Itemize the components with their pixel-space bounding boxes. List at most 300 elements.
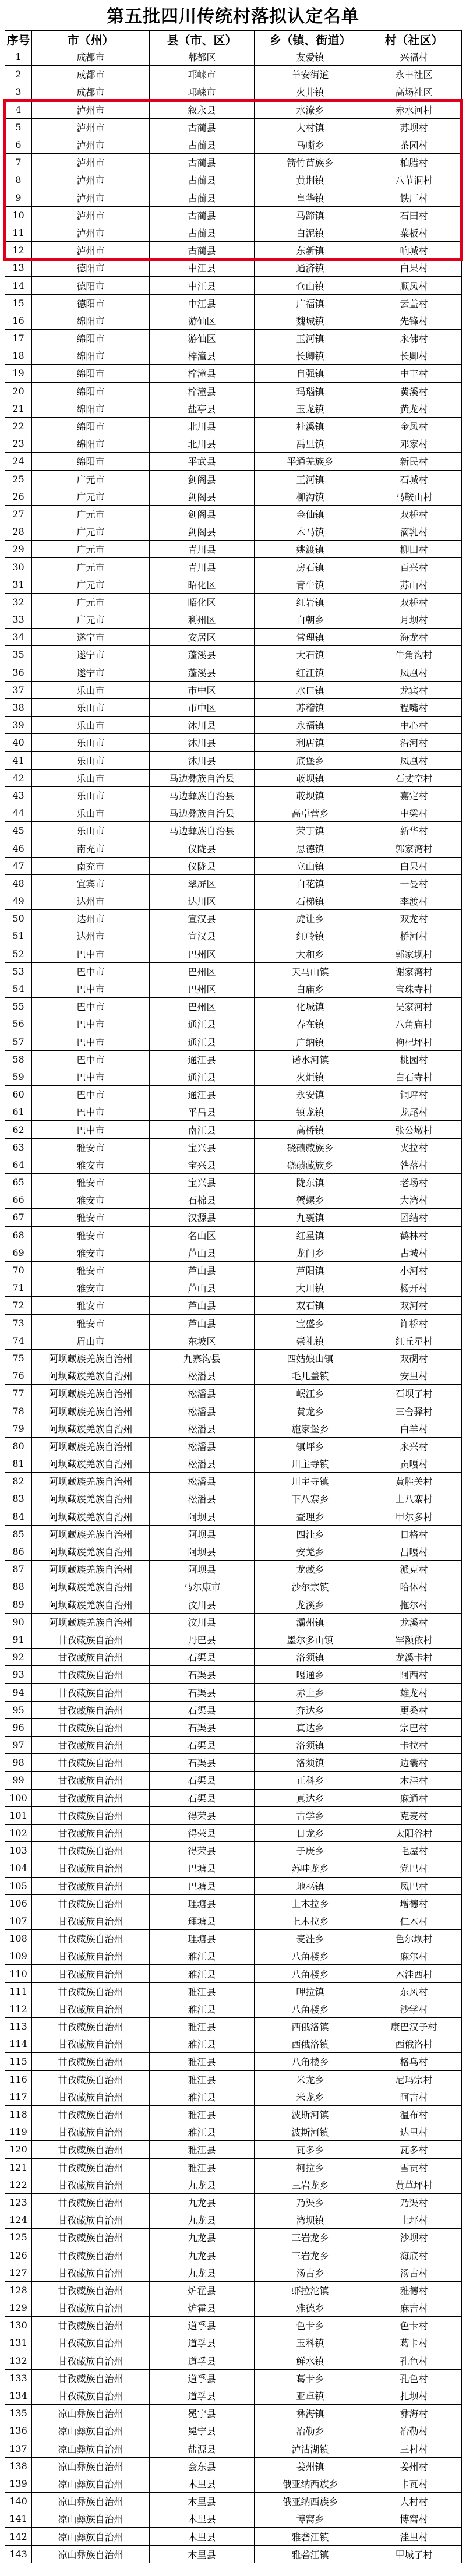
cell-county: 郫都区 [150, 48, 255, 66]
cell-city: 乐山市 [32, 822, 150, 839]
cell-village: 阿吉村 [366, 2088, 462, 2105]
cell-village: 牛角沟村 [366, 646, 462, 664]
table-row [5, 2193, 462, 2211]
cell-city: 巴中市 [32, 1033, 150, 1050]
cell-county: 古蔺县 [150, 154, 255, 171]
cell-county: 松潘县 [150, 1437, 255, 1455]
table-row [5, 1226, 462, 1244]
table-row [5, 558, 462, 576]
table-row [5, 259, 462, 277]
table-row [5, 2352, 462, 2369]
cell-city: 成都市 [32, 48, 150, 66]
cell-county: 九龙县 [150, 2211, 255, 2229]
cell-no: 51 [5, 927, 32, 945]
cell-town: 荍坝镇 [255, 786, 366, 804]
cell-no: 59 [5, 1068, 32, 1085]
table-row [5, 681, 462, 698]
cell-county: 南江县 [150, 1121, 255, 1138]
cell-village: 嘉定村 [366, 786, 462, 804]
cell-county: 石渠县 [150, 1684, 255, 1701]
cell-village: 双桥村 [366, 505, 462, 523]
cell-town: 墨尔多山镇 [255, 1631, 366, 1648]
cell-city: 甘孜藏族自治州 [32, 2193, 150, 2211]
cell-county: 仪陇县 [150, 857, 255, 874]
cell-village: 瓦多村 [366, 2141, 462, 2158]
cell-village: 程嘴村 [366, 698, 462, 716]
table-row [5, 1437, 462, 1455]
cell-village: 孔色村 [366, 2352, 462, 2369]
cell-county: 剑阁县 [150, 488, 255, 505]
cell-village: 边囊村 [366, 1754, 462, 1772]
cell-no: 117 [5, 2088, 32, 2105]
table-row [5, 1789, 462, 1806]
cell-town: 白花镇 [255, 874, 366, 892]
cell-village: 龙溪卡村 [366, 1649, 462, 1666]
cell-no: 57 [5, 1033, 32, 1050]
cell-no: 90 [5, 1613, 32, 1631]
cell-city: 雅安市 [32, 1279, 150, 1297]
cell-town: 沙尔宗镇 [255, 1578, 366, 1596]
cell-village: 顺凤村 [366, 277, 462, 294]
table-row [5, 2176, 462, 2193]
cell-county: 石渠县 [150, 1772, 255, 1789]
cell-no: 112 [5, 2000, 32, 2017]
table-row [5, 980, 462, 997]
cell-county: 梓潼县 [150, 382, 255, 400]
cell-town: 柯拉乡 [255, 2158, 366, 2176]
cell-city: 雅安市 [32, 1226, 150, 1244]
cell-village: 麻尔村 [366, 1947, 462, 1965]
cell-town: 芦阳镇 [255, 1261, 366, 1279]
cell-no: 1 [5, 48, 32, 66]
cell-town: 高卓营乡 [255, 804, 366, 822]
table-row [5, 154, 462, 171]
cell-no: 23 [5, 435, 32, 453]
cell-county: 石渠县 [150, 1701, 255, 1718]
table-row [5, 2317, 462, 2334]
table-row [5, 453, 462, 470]
cell-county: 松潘县 [150, 1402, 255, 1420]
cell-city: 甘孜藏族自治州 [32, 2070, 150, 2088]
cell-city: 阿坝藏族羌族自治州 [32, 1561, 150, 1578]
cell-county: 石渠县 [150, 1666, 255, 1684]
cell-no: 9 [5, 189, 32, 206]
table-row [5, 892, 462, 910]
cell-city: 甘孜藏族自治州 [32, 1930, 150, 1947]
cell-town: 汤古乡 [255, 2264, 366, 2281]
cell-no: 111 [5, 1982, 32, 2000]
cell-village: 阿西村 [366, 1666, 462, 1684]
cell-county: 松潘县 [150, 1367, 255, 1385]
cell-county: 雅江县 [150, 2105, 255, 2123]
cell-county: 理塘县 [150, 1912, 255, 1929]
cell-village: 上坪村 [366, 2211, 462, 2229]
cell-city: 甘孜藏族自治州 [32, 2229, 150, 2246]
cell-city: 广元市 [32, 523, 150, 541]
header-no: 序号 [5, 31, 32, 48]
table-row [5, 2528, 462, 2545]
cell-village: 增德村 [366, 1894, 462, 1912]
cell-city: 泸州市 [32, 224, 150, 241]
cell-town: 冶勒乡 [255, 2422, 366, 2440]
cell-village: 李渡村 [366, 892, 462, 910]
cell-town: 广福镇 [255, 294, 366, 312]
table-row [5, 2493, 462, 2510]
cell-village: 石城村 [366, 470, 462, 488]
cell-county: 巴州区 [150, 998, 255, 1015]
cell-county: 石渠县 [150, 1649, 255, 1666]
cell-no: 17 [5, 330, 32, 347]
cell-county: 翠屏区 [150, 874, 255, 892]
cell-no: 127 [5, 2264, 32, 2281]
cell-town: 川主寺镇 [255, 1455, 366, 1473]
cell-town: 瓦多乡 [255, 2141, 366, 2158]
cell-county: 得荣县 [150, 1824, 255, 1841]
table-row [5, 1894, 462, 1912]
table-header-row [5, 31, 462, 48]
cell-town: 利店镇 [255, 734, 366, 751]
cell-village: 柏腊村 [366, 154, 462, 171]
cell-county: 古蔺县 [150, 189, 255, 206]
cell-town: 红岩镇 [255, 593, 366, 611]
table-row [5, 2510, 462, 2528]
cell-no: 47 [5, 857, 32, 874]
table-body [5, 48, 462, 2563]
table-row [5, 1314, 462, 1332]
cell-village: 桃园村 [366, 1050, 462, 1068]
cell-village: 桥河村 [366, 927, 462, 945]
cell-village: 三村村 [366, 2440, 462, 2457]
cell-no: 11 [5, 224, 32, 241]
cell-town: 友爱镇 [255, 48, 366, 66]
cell-town: 通济镇 [255, 259, 366, 277]
cell-no: 125 [5, 2229, 32, 2246]
cell-county: 九龙县 [150, 2193, 255, 2211]
table-row [5, 769, 462, 786]
cell-city: 甘孜藏族自治州 [32, 2211, 150, 2229]
cell-county: 理塘县 [150, 1894, 255, 1912]
table-row [5, 2281, 462, 2299]
cell-city: 甘孜藏族自治州 [32, 2053, 150, 2070]
cell-city: 广元市 [32, 611, 150, 629]
cell-county: 宝兴县 [150, 1174, 255, 1191]
cell-village: 高场社区 [366, 83, 462, 101]
cell-no: 69 [5, 1244, 32, 1261]
cell-town: 湾坝镇 [255, 2211, 366, 2229]
cell-county: 剑阁县 [150, 523, 255, 541]
cell-town: 葛卡乡 [255, 2369, 366, 2387]
cell-no: 27 [5, 505, 32, 523]
table-row [5, 1982, 462, 2000]
cell-village: 小河村 [366, 1261, 462, 1279]
cell-city: 乐山市 [32, 681, 150, 698]
cell-town: 蟹螺乡 [255, 1191, 366, 1209]
cell-county: 木里县 [150, 2493, 255, 2510]
table-row [5, 417, 462, 435]
cell-town: 麦洼乡 [255, 1930, 366, 1947]
cell-county: 游仙区 [150, 330, 255, 347]
cell-county: 马边彝族自治县 [150, 822, 255, 839]
cell-town: 王河镇 [255, 470, 366, 488]
cell-city: 达州市 [32, 927, 150, 945]
cell-no: 99 [5, 1772, 32, 1789]
cell-county: 叙永县 [150, 101, 255, 118]
cell-county: 平武县 [150, 453, 255, 470]
table-row [5, 83, 462, 101]
cell-town: 硗碛藏族乡 [255, 1156, 366, 1173]
cell-village: 昌嘎村 [366, 1543, 462, 1560]
cell-no: 78 [5, 1402, 32, 1420]
table-row [5, 1050, 462, 1068]
cell-town: 岷江乡 [255, 1385, 366, 1402]
cell-county: 盐源县 [150, 2440, 255, 2457]
cell-city: 凉山彝族自治州 [32, 2457, 150, 2475]
cell-no: 12 [5, 242, 32, 259]
table-row [5, 1613, 462, 1631]
cell-city: 甘孜藏族自治州 [32, 2123, 150, 2141]
table-row [5, 611, 462, 629]
cell-town: 洛须镇 [255, 1649, 366, 1666]
cell-no: 110 [5, 1965, 32, 1982]
cell-village: 永丰社区 [366, 66, 462, 83]
cell-village: 苏山村 [366, 576, 462, 593]
cell-no: 44 [5, 804, 32, 822]
cell-county: 北川县 [150, 435, 255, 453]
cell-village: 苏坝村 [366, 118, 462, 136]
cell-no: 70 [5, 1261, 32, 1279]
cell-county: 九龙县 [150, 2229, 255, 2246]
cell-county: 市中区 [150, 681, 255, 698]
cell-county: 雅江县 [150, 2053, 255, 2070]
cell-no: 19 [5, 365, 32, 382]
cell-no: 137 [5, 2440, 32, 2457]
cell-town: 马蹄镇 [255, 206, 366, 224]
cell-village: 派克村 [366, 1561, 462, 1578]
cell-no: 50 [5, 910, 32, 927]
cell-no: 37 [5, 681, 32, 698]
cell-village: 洼里村 [366, 2528, 462, 2545]
table-row [5, 2440, 462, 2457]
cell-county: 阿坝县 [150, 1561, 255, 1578]
cell-city: 巴中市 [32, 1015, 150, 1033]
cell-county: 阿坝县 [150, 1508, 255, 1525]
table-row [5, 2035, 462, 2053]
cell-county: 雅江县 [150, 2088, 255, 2105]
cell-no: 119 [5, 2123, 32, 2141]
table-row [5, 1701, 462, 1718]
cell-village: 八节洞村 [366, 171, 462, 189]
cell-town: 长卿镇 [255, 347, 366, 365]
cell-county: 炉霍县 [150, 2281, 255, 2299]
cell-town: 呷拉镇 [255, 1982, 366, 2000]
cell-county: 石渠县 [150, 1789, 255, 1806]
cell-village: 鹤林村 [366, 1226, 462, 1244]
cell-county: 邛崃市 [150, 83, 255, 101]
cell-town: 色卡乡 [255, 2317, 366, 2334]
cell-city: 甘孜藏族自治州 [32, 2317, 150, 2334]
cell-no: 143 [5, 2545, 32, 2563]
cell-city: 遂宁市 [32, 664, 150, 681]
table-row [5, 2264, 462, 2281]
table-row [5, 1684, 462, 1701]
table-row [5, 277, 462, 294]
table-row [5, 206, 462, 224]
table-row [5, 1103, 462, 1121]
table-row [5, 717, 462, 734]
cell-village: 贡嘎村 [366, 1455, 462, 1473]
table-row [5, 2053, 462, 2070]
table-row [5, 48, 462, 66]
cell-no: 4 [5, 101, 32, 118]
cell-village: 赤水河村 [366, 101, 462, 118]
cell-village: 麻吉村 [366, 2299, 462, 2317]
table-row [5, 1859, 462, 1877]
cell-village: 龙宾村 [366, 681, 462, 698]
cell-city: 乐山市 [32, 804, 150, 822]
cell-county: 中江县 [150, 277, 255, 294]
cell-town: 毛儿盖镇 [255, 1367, 366, 1385]
table-row [5, 1561, 462, 1578]
table-row [5, 2457, 462, 2475]
cell-village: 双碉村 [366, 1349, 462, 1367]
cell-village: 上八寨村 [366, 1490, 462, 1508]
cell-county: 古蔺县 [150, 118, 255, 136]
cell-village: 葛卡村 [366, 2334, 462, 2352]
table-row [5, 171, 462, 189]
cell-city: 泸州市 [32, 206, 150, 224]
table-row [5, 593, 462, 611]
cell-town: 子庚乡 [255, 1842, 366, 1859]
table-row [5, 1033, 462, 1050]
cell-village: 党巴村 [366, 1859, 462, 1877]
cell-town: 三岩龙乡 [255, 2176, 366, 2193]
cell-county: 宣汉县 [150, 910, 255, 927]
cell-county: 阿坝县 [150, 1543, 255, 1560]
cell-village: 宗巴村 [366, 1718, 462, 1736]
cell-city: 绵阳市 [32, 435, 150, 453]
table-row [5, 1596, 462, 1613]
cell-city: 甘孜藏族自治州 [32, 1701, 150, 1718]
cell-village: 老场村 [366, 1174, 462, 1191]
cell-village: 麻通村 [366, 1789, 462, 1806]
cell-no: 113 [5, 2018, 32, 2035]
cell-county: 宣汉县 [150, 927, 255, 945]
cell-county: 马边彝族自治县 [150, 769, 255, 786]
cell-no: 124 [5, 2211, 32, 2229]
cell-town: 金仙镇 [255, 505, 366, 523]
cell-county: 雅江县 [150, 1982, 255, 2000]
cell-no: 75 [5, 1349, 32, 1367]
cell-village: 姜州村 [366, 2457, 462, 2475]
table-row [5, 822, 462, 839]
cell-county: 汶川县 [150, 1596, 255, 1613]
cell-city: 绵阳市 [32, 330, 150, 347]
cell-village: 沙坝村 [366, 2229, 462, 2246]
cell-city: 甘孜藏族自治州 [32, 1947, 150, 1965]
cell-no: 53 [5, 962, 32, 980]
cell-village: 先锋村 [366, 312, 462, 329]
cell-no: 35 [5, 646, 32, 664]
cell-city: 眉山市 [32, 1332, 150, 1349]
cell-city: 广元市 [32, 488, 150, 505]
cell-village: 甲尔多村 [366, 1508, 462, 1525]
cell-county: 道孚县 [150, 2317, 255, 2334]
table-row [5, 1718, 462, 1736]
cell-no: 126 [5, 2246, 32, 2264]
cell-county: 石渠县 [150, 1718, 255, 1736]
cell-city: 甘孜藏族自治州 [32, 2158, 150, 2176]
cell-city: 甘孜藏族自治州 [32, 2352, 150, 2369]
cell-city: 遂宁市 [32, 629, 150, 646]
cell-city: 甘孜藏族自治州 [32, 1894, 150, 1912]
cell-town: 雅砻江镇 [255, 2545, 366, 2563]
cell-city: 成都市 [32, 83, 150, 101]
cell-town: 洛须镇 [255, 1754, 366, 1772]
cell-village: 三舍驿村 [366, 1402, 462, 1420]
cell-no: 103 [5, 1842, 32, 1859]
cell-town: 姜州镇 [255, 2457, 366, 2475]
cell-town: 玛瑙镇 [255, 382, 366, 400]
cell-county: 丹巴县 [150, 1631, 255, 1648]
cell-no: 41 [5, 751, 32, 769]
cell-town: 下八寨乡 [255, 1490, 366, 1508]
cell-county: 汉源县 [150, 1209, 255, 1226]
cell-town: 皇华镇 [255, 189, 366, 206]
cell-no: 135 [5, 2405, 32, 2422]
cell-village: 石坝子村 [366, 1385, 462, 1402]
cell-no: 132 [5, 2352, 32, 2369]
cell-town: 八角楼乡 [255, 1947, 366, 1965]
cell-city: 阿坝藏族羌族自治州 [32, 1613, 150, 1631]
table-row [5, 2246, 462, 2264]
cell-city: 绵阳市 [32, 312, 150, 329]
cell-county: 剑阁县 [150, 470, 255, 488]
cell-city: 广元市 [32, 470, 150, 488]
cell-village: 郭家坝村 [366, 945, 462, 962]
header-village: 村（社区） [366, 31, 462, 48]
cell-town: 泸沽湖镇 [255, 2440, 366, 2457]
cell-town: 荣丁镇 [255, 822, 366, 839]
cell-county: 九龙县 [150, 2264, 255, 2281]
cell-town: 镇坪乡 [255, 1437, 366, 1455]
cell-town: 思德镇 [255, 839, 366, 857]
cell-village: 永兴村 [366, 1437, 462, 1455]
cell-city: 雅安市 [32, 1156, 150, 1173]
cell-county: 阿坝县 [150, 1525, 255, 1543]
cell-town: 永福镇 [255, 717, 366, 734]
cell-town: 水口镇 [255, 681, 366, 698]
cell-city: 广元市 [32, 593, 150, 611]
table-row [5, 1877, 462, 1894]
cell-town: 崇礼镇 [255, 1332, 366, 1349]
table-row [5, 118, 462, 136]
village-list-table [5, 30, 462, 2563]
cell-town: 地巫镇 [255, 1877, 366, 1894]
cell-city: 泸州市 [32, 189, 150, 206]
cell-no: 121 [5, 2158, 32, 2176]
cell-county: 道孚县 [150, 2352, 255, 2369]
cell-county: 梓潼县 [150, 365, 255, 382]
cell-no: 138 [5, 2457, 32, 2475]
cell-no: 26 [5, 488, 32, 505]
cell-city: 甘孜藏族自治州 [32, 2281, 150, 2299]
cell-city: 绵阳市 [32, 417, 150, 435]
cell-city: 甘孜藏族自治州 [32, 2334, 150, 2352]
cell-no: 142 [5, 2528, 32, 2545]
table-row [5, 1508, 462, 1525]
cell-village: 卡拉村 [366, 1737, 462, 1754]
cell-county: 石渠县 [150, 1754, 255, 1772]
